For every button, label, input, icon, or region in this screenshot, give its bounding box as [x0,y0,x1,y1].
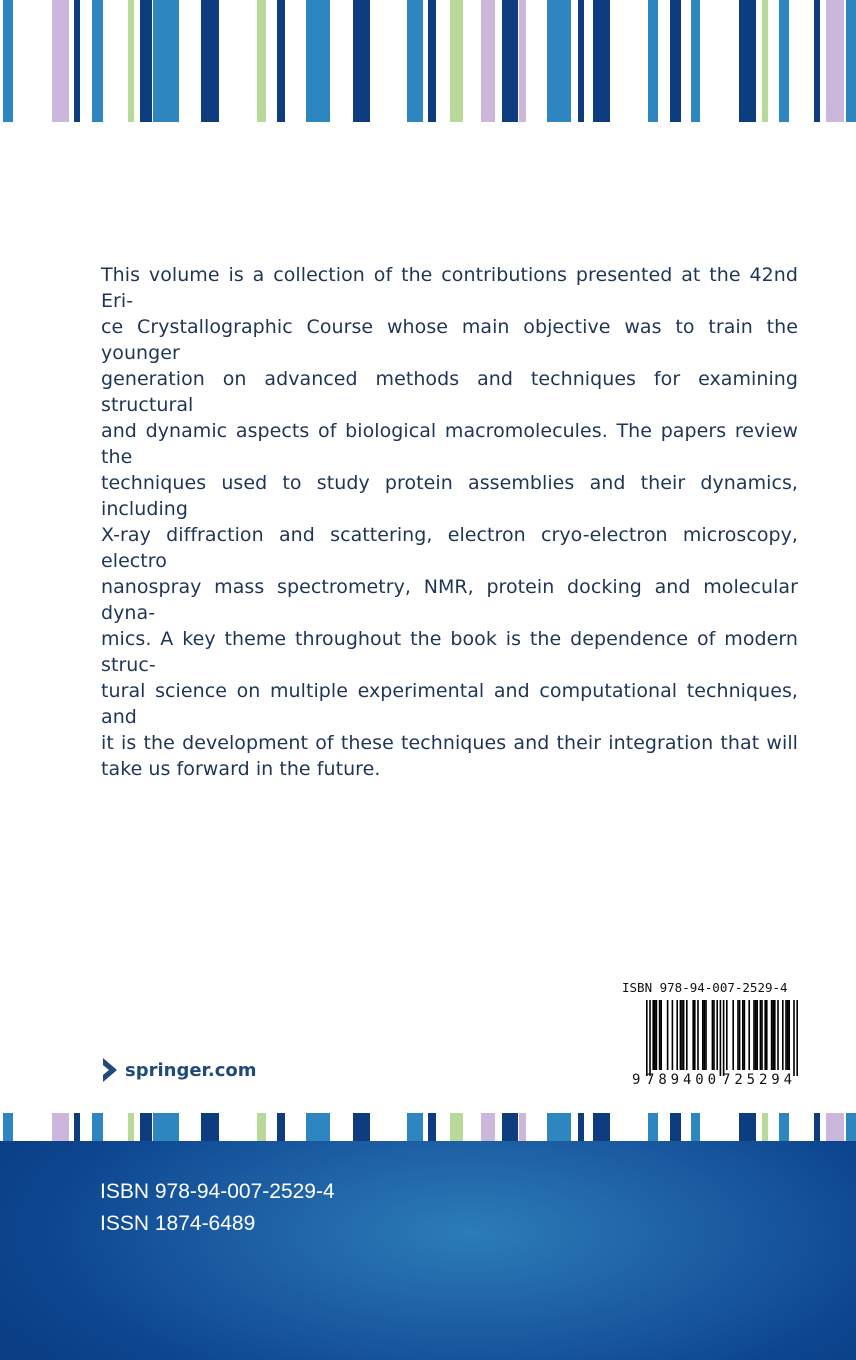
decorative-stripe [201,0,219,122]
barcode-bar [676,1000,678,1070]
top-stripe-band [0,0,856,122]
isbn-barcode [632,1000,802,1088]
decorative-stripe [691,0,700,122]
barcode-bar [692,1000,694,1070]
decorative-stripe [74,1113,80,1141]
barcode-bar [672,1000,674,1070]
decorative-stripe [450,1113,463,1141]
decorative-stripe [691,1113,700,1141]
barcode-bar [704,1000,706,1070]
barcode-bar [777,1000,779,1070]
barcode-bar [760,1000,762,1070]
decorative-stripe [578,1113,584,1141]
barcode-bar [755,1000,757,1070]
decorative-stripe [547,1113,571,1141]
decorative-stripe [670,1113,681,1141]
barcode-bar [766,1000,768,1070]
barcode-bar [764,1000,766,1070]
barcode-bar [702,1000,704,1070]
blurb-line: and dynamic aspects of biological macromolecules. The papers review the [101,420,798,468]
barcode-bar [659,1000,661,1070]
barcode-bar [774,1000,776,1070]
back-cover-blurb [101,262,798,782]
blurb-line: take us forward in the future. [101,758,381,780]
footer-isbn: ISBN 978-94-007-2529-4 [100,1180,335,1203]
decorative-stripe [407,0,423,122]
decorative-stripe [306,0,330,122]
decorative-stripe [762,0,768,122]
barcode-left-digits: 789400 [646,1072,716,1088]
decorative-stripe [428,0,436,122]
barcode-bar [680,1000,682,1070]
barcode-bar [686,1000,688,1070]
barcode-bar [761,1000,763,1070]
decorative-stripe [779,0,789,122]
decorative-stripe [450,0,463,122]
decorative-stripe [153,1113,179,1141]
barcode-bar [723,1000,725,1076]
barcode-bar [705,1000,707,1070]
decorative-stripe [201,1113,219,1141]
barcode-bar [793,1000,795,1076]
blurb-line: mics. A key theme throughout the book is the dependence of modern struc- [101,628,798,676]
barcode-bar [694,1000,696,1070]
barcode-bar [649,1000,651,1076]
decorative-stripe [593,1113,610,1141]
decorative-stripe [257,1113,266,1141]
blurb-line: X-ray diffraction and scattering, electron cryo-electron microscopy, electro [101,524,798,572]
barcode-bar [744,1000,746,1070]
barcode-bar [796,1000,798,1076]
barcode-bar [712,1000,714,1070]
decorative-stripe [140,1113,152,1141]
barcode-bar [771,1000,773,1070]
footer-panel [0,1141,856,1360]
blurb-line: techniques used to study protein assemblies and their dynamics, including [101,472,798,520]
barcode-bar [788,1000,790,1070]
decorative-stripe [92,0,103,122]
springer-link-label: springer.com [125,1059,257,1081]
barcode-bar [726,1000,728,1070]
decorative-stripe [846,1113,856,1141]
decorative-stripe [481,1113,495,1141]
barcode-bar [787,1000,789,1070]
decorative-stripe [762,1113,768,1141]
decorative-stripe [428,1113,436,1141]
decorative-stripe [779,1113,789,1141]
decorative-stripe [353,1113,370,1141]
barcode-bar [660,1000,662,1070]
blurb-line: ce Crystallographic Course whose main objective was to train the younger [101,316,798,364]
barcode-first-digit: 9 [632,1072,641,1088]
barcode-right-digits: 725294 [722,1072,792,1088]
barcode-bar [720,1000,722,1076]
decorative-stripe [277,1113,285,1141]
barcode-bar [748,1000,750,1070]
barcode-bars [646,1000,798,1076]
barcode-bar [716,1000,718,1070]
decorative-stripe [826,0,844,122]
blurb-line: it is the development of these techniques and their integration that will [101,732,798,754]
barcode-bar [739,1000,741,1070]
decorative-stripe [92,1113,103,1141]
chevron-right-icon [101,1057,119,1083]
decorative-stripe [306,1113,330,1141]
decorative-stripe [502,1113,518,1141]
decorative-stripe [502,0,518,122]
blurb-line: nanospray mass spectrometry, NMR, protein docking and molecular dyna- [101,576,798,624]
decorative-stripe [593,0,610,122]
footer-issn: ISSN 1874-6489 [100,1212,256,1235]
barcode-bar [683,1000,685,1070]
barcode-bar [667,1000,669,1070]
decorative-stripe [578,0,584,122]
decorative-stripe [519,0,526,122]
decorative-stripe [353,0,370,122]
decorative-stripe [739,0,756,122]
barcode-bar [697,1000,699,1070]
decorative-stripe [826,1113,844,1141]
barcode-bar [713,1000,715,1070]
barcode-bar [732,1000,734,1070]
barcode-bar [742,1000,744,1070]
barcode-bar [737,1000,739,1070]
decorative-stripe [814,0,820,122]
barcode-bar [654,1000,656,1070]
decorative-stripe [128,0,134,122]
blurb-line: generation on advanced methods and techniques for examining structural [101,368,798,416]
decorative-stripe [128,1113,134,1141]
decorative-stripe [74,0,80,122]
decorative-stripe [519,1113,526,1141]
barcode-bar [785,1000,787,1070]
blurb-line: tural science on multiple experimental and computational techniques, and [101,680,798,728]
decorative-stripe [407,1113,423,1141]
decorative-stripe [3,1113,13,1141]
barcode-bar [753,1000,755,1070]
decorative-stripe [277,0,285,122]
barcode-bar [656,1000,658,1070]
decorative-stripe [648,1113,658,1141]
decorative-stripe [648,0,658,122]
decorative-stripe [52,1113,69,1141]
barcode-bar [646,1000,648,1076]
decorative-stripe [140,0,152,122]
barcode-bar [756,1000,758,1070]
springer-link[interactable] [101,1057,257,1083]
barcode-isbn-caption: ISBN 978-94-007-2529-4 [622,980,788,995]
decorative-stripe [257,0,266,122]
bottom-stripe-band [0,1113,856,1141]
barcode-bar [782,1000,784,1070]
decorative-stripe [814,1113,820,1141]
decorative-stripe [3,0,13,122]
decorative-stripe [739,1113,756,1141]
decorative-stripe [670,0,681,122]
barcode-bar [772,1000,774,1070]
barcode-bar [652,1000,654,1070]
decorative-stripe [153,0,179,122]
decorative-stripe [52,0,69,122]
decorative-stripe [547,0,571,122]
barcode-bar [681,1000,683,1070]
blurb-line: This volume is a collection of the contributions presented at the 42nd Eri- [101,264,798,312]
decorative-stripe [481,0,495,122]
decorative-stripe [846,0,856,122]
